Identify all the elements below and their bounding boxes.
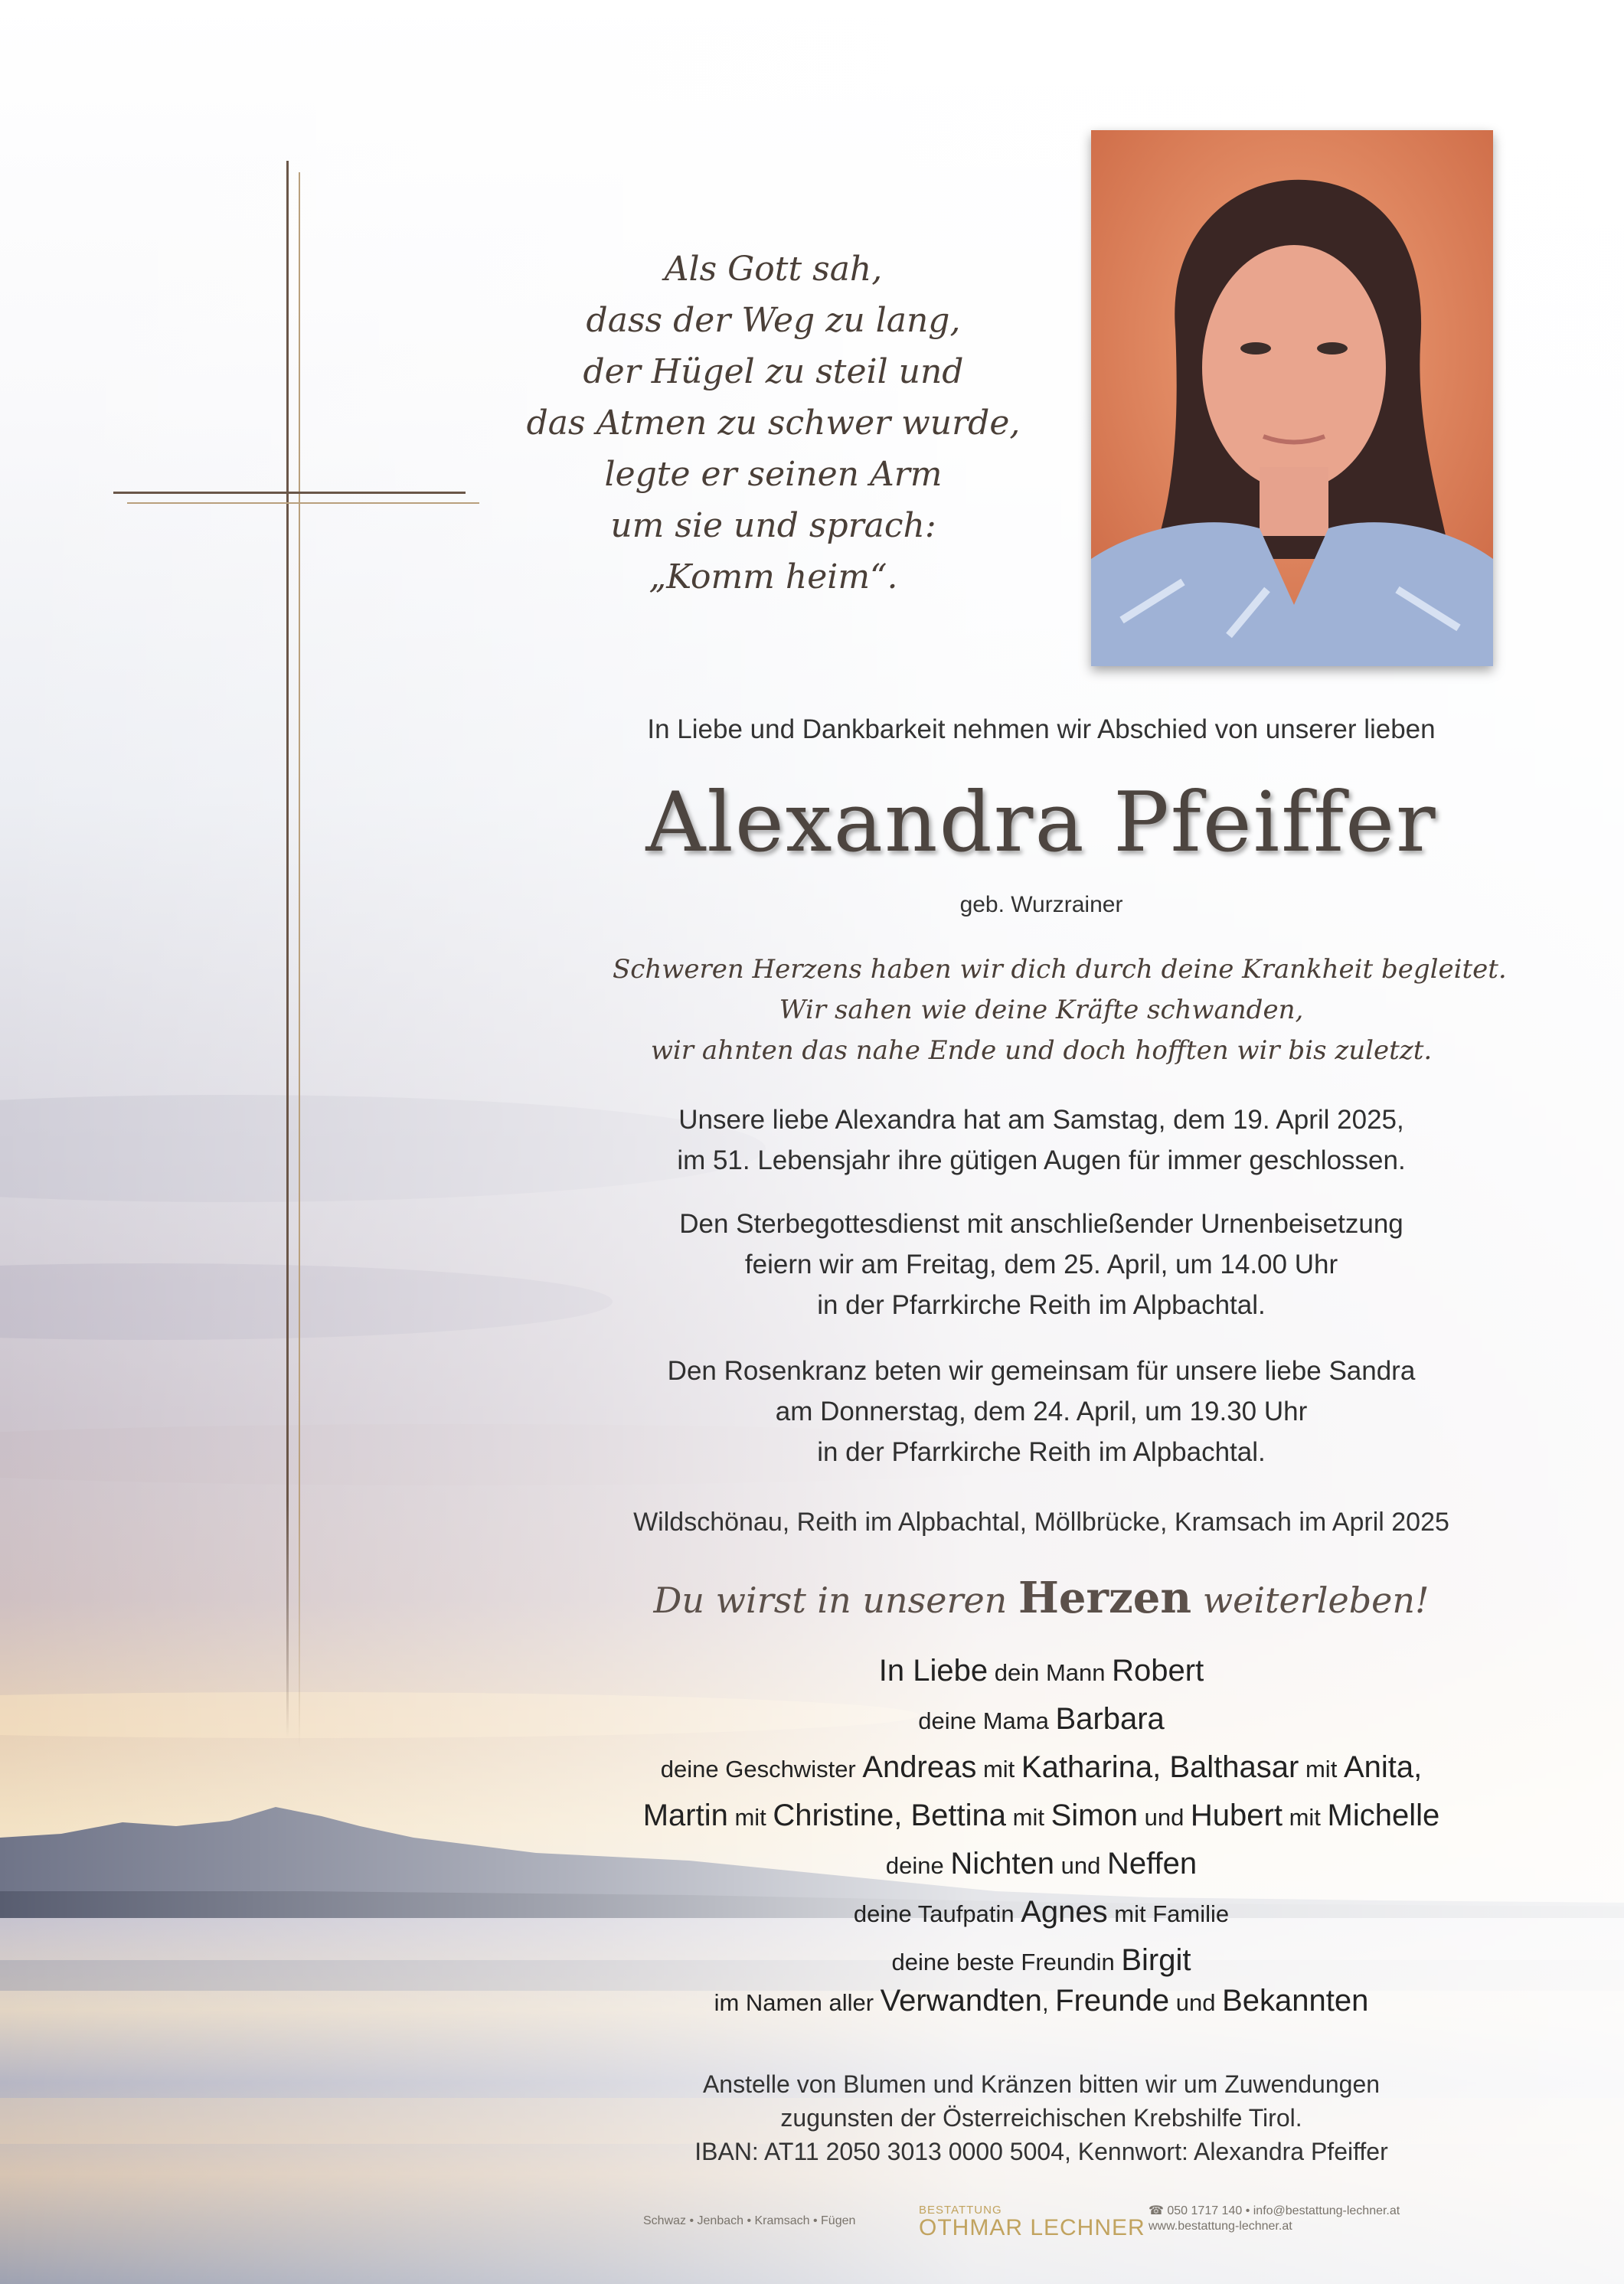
places-and-date: Wildschönau, Reith im Alpbachtal, Möllbrücke, Kramsach im April 2025 <box>633 1508 1449 1537</box>
italic-paragraph <box>613 949 1507 1071</box>
closing-name: Freunde <box>1055 1984 1170 2018</box>
death-notice <box>613 1100 1470 1181</box>
maiden-name: geb. Wurzrainer <box>959 892 1123 917</box>
mourner-relation: mit <box>727 1804 773 1831</box>
mourner-relation: und <box>1137 1804 1191 1831</box>
mourner-line <box>613 1648 1470 1696</box>
funeral-line: feiern wir am Freitag, dem 25. April, um 14.00 Uhr <box>744 1250 1338 1279</box>
poem-line: das Atmen zu schwer wurde, <box>526 404 1021 443</box>
poem-line: der Hügel zu steil und <box>583 352 964 391</box>
mourner-relation: deine Geschwister <box>660 1756 863 1782</box>
poem-line: „Komm heim“. <box>649 557 898 596</box>
death-notice-line: Unsere liebe Alexandra hat am Samstag, dem 19. April 2025, <box>678 1105 1404 1135</box>
cross-horizontal-line <box>113 492 466 494</box>
mourner-line <box>613 1841 1470 1889</box>
footer-phone-email: ☎ 050 1717 140 • info@bestattung-lechner.at <box>1149 2204 1400 2217</box>
mourner-relation: deine beste Freundin <box>891 1949 1122 1975</box>
rosary-info <box>613 1351 1470 1472</box>
mourner-name: Simon <box>1051 1799 1138 1832</box>
cross-vertical-line <box>286 161 289 1738</box>
poem-line: dass der Weg zu lang, <box>586 301 961 340</box>
poem-line: um sie und sprach: <box>610 506 936 545</box>
mourner-relation: deine <box>885 1852 951 1879</box>
cross-vertical-line-accent <box>299 172 300 1750</box>
mourner-name: Nichten <box>950 1847 1054 1880</box>
mourner-name: Birgit <box>1121 1943 1191 1977</box>
mourner-line <box>613 1744 1470 1792</box>
motto-bold: Herzen <box>1018 1573 1192 1623</box>
mourner-name: Hubert <box>1190 1799 1283 1832</box>
mourner-relation: mit <box>1006 1804 1051 1831</box>
closing-connector: und <box>1169 1989 1223 2016</box>
donation-line: IBAN: AT11 2050 3013 0000 5004, Kennwort: Alexandra Pfeiffer <box>694 2138 1388 2165</box>
closing-connector: , <box>1041 1989 1056 2016</box>
rosary-line: am Donnerstag, dem 24. April, um 19.30 Uhr <box>775 1397 1308 1426</box>
mourner-name: Katharina, Balthasar <box>1021 1750 1299 1784</box>
closing-connector: im Namen aller <box>714 1989 881 2016</box>
italic-line: Schweren Herzens haben wir dich durch deine Krankheit begleitet. <box>613 954 1507 985</box>
motto-post: weiterleben! <box>1191 1580 1430 1621</box>
deceased-name: Alexandra Pfeiffer <box>645 775 1437 871</box>
mourner-relation: deine Taufpatin <box>853 1900 1021 1927</box>
closing-name: Verwandten <box>880 1984 1042 2018</box>
funeral-line: in der Pfarrkirche Reith im Alpbachtal. <box>817 1290 1266 1320</box>
mourner-relation: deine Mama <box>918 1707 1056 1734</box>
mourner-name: Michelle <box>1327 1799 1440 1832</box>
mourner-relation: mit <box>1299 1756 1344 1782</box>
mourner-relation: und <box>1054 1852 1107 1879</box>
poem <box>475 243 1072 603</box>
mourner-relation: mit <box>976 1756 1021 1782</box>
death-notice-line: im 51. Lebensjahr ihre gütigen Augen für immer geschlossen. <box>677 1145 1406 1175</box>
funeral-line: Den Sterbegottesdienst mit anschließender Urnenbeisetzung <box>679 1209 1403 1239</box>
mourner-name: In Liebe <box>878 1654 988 1688</box>
mourner-name: Martin <box>642 1799 728 1832</box>
cross-horizontal-line-accent <box>127 502 479 504</box>
rosary-line: in der Pfarrkirche Reith im Alpbachtal. <box>817 1437 1266 1467</box>
logo-big-text: OTHMAR LECHNER <box>919 2215 1145 2240</box>
closing-name: Bekannten <box>1222 1984 1369 2018</box>
mourner-name: Barbara <box>1055 1702 1165 1736</box>
mourner-relation: mit Familie <box>1107 1900 1230 1927</box>
closing-line <box>613 1979 1470 2024</box>
intro-text: In Liebe und Dankbarkeit nehmen wir Abschied von unserer lieben <box>647 714 1436 744</box>
rosary-line: Den Rosenkranz beten wir gemeinsam für unsere liebe Sandra <box>667 1356 1416 1386</box>
funeral-info <box>613 1204 1470 1325</box>
footer-contact <box>1149 2204 1400 2234</box>
mourner-relation: mit <box>1282 1804 1328 1831</box>
mourner-relation: dein Mann <box>988 1659 1113 1686</box>
mourner-name: Anita, <box>1343 1750 1423 1784</box>
mourner-line <box>613 1937 1470 1985</box>
donation-request <box>613 2067 1470 2168</box>
mourner-name: Robert <box>1112 1654 1204 1688</box>
poem-line: Als Gott sah, <box>664 250 883 289</box>
portrait-photo <box>1091 130 1493 666</box>
motto-pre: Du wirst in unseren <box>653 1580 1018 1621</box>
mourners-list <box>613 1648 1470 1985</box>
footer <box>643 2204 1455 2257</box>
donation-line: zugunsten der Österreichischen Krebshilfe Tirol. <box>780 2104 1302 2132</box>
italic-line: Wir sahen wie deine Kräfte schwanden, <box>779 995 1304 1025</box>
mourner-line <box>613 1792 1470 1841</box>
mourner-name: Agnes <box>1021 1895 1108 1929</box>
mourner-name: Neffen <box>1106 1847 1198 1880</box>
funeral-home-logo <box>919 2204 1145 2240</box>
mourner-name: Christine, Bettina <box>773 1799 1007 1832</box>
italic-line: wir ahnten das nahe Ende und doch hofften wir bis zuletzt. <box>650 1035 1433 1066</box>
mourner-line <box>613 1889 1470 1937</box>
poem-line: legte er seinen Arm <box>604 455 943 494</box>
motto <box>613 1573 1470 1625</box>
logo-small-text: BESTATTUNG <box>919 2204 1002 2217</box>
footer-locations: Schwaz • Jenbach • Kramsach • Fügen <box>643 2214 856 2227</box>
mourner-name: Andreas <box>862 1750 977 1784</box>
donation-line: Anstelle von Blumen und Kränzen bitten wir um Zuwendungen <box>702 2070 1381 2098</box>
mourner-line <box>613 1696 1470 1744</box>
footer-website-link[interactable]: www.bestattung-lechner.at <box>1149 2220 1292 2233</box>
